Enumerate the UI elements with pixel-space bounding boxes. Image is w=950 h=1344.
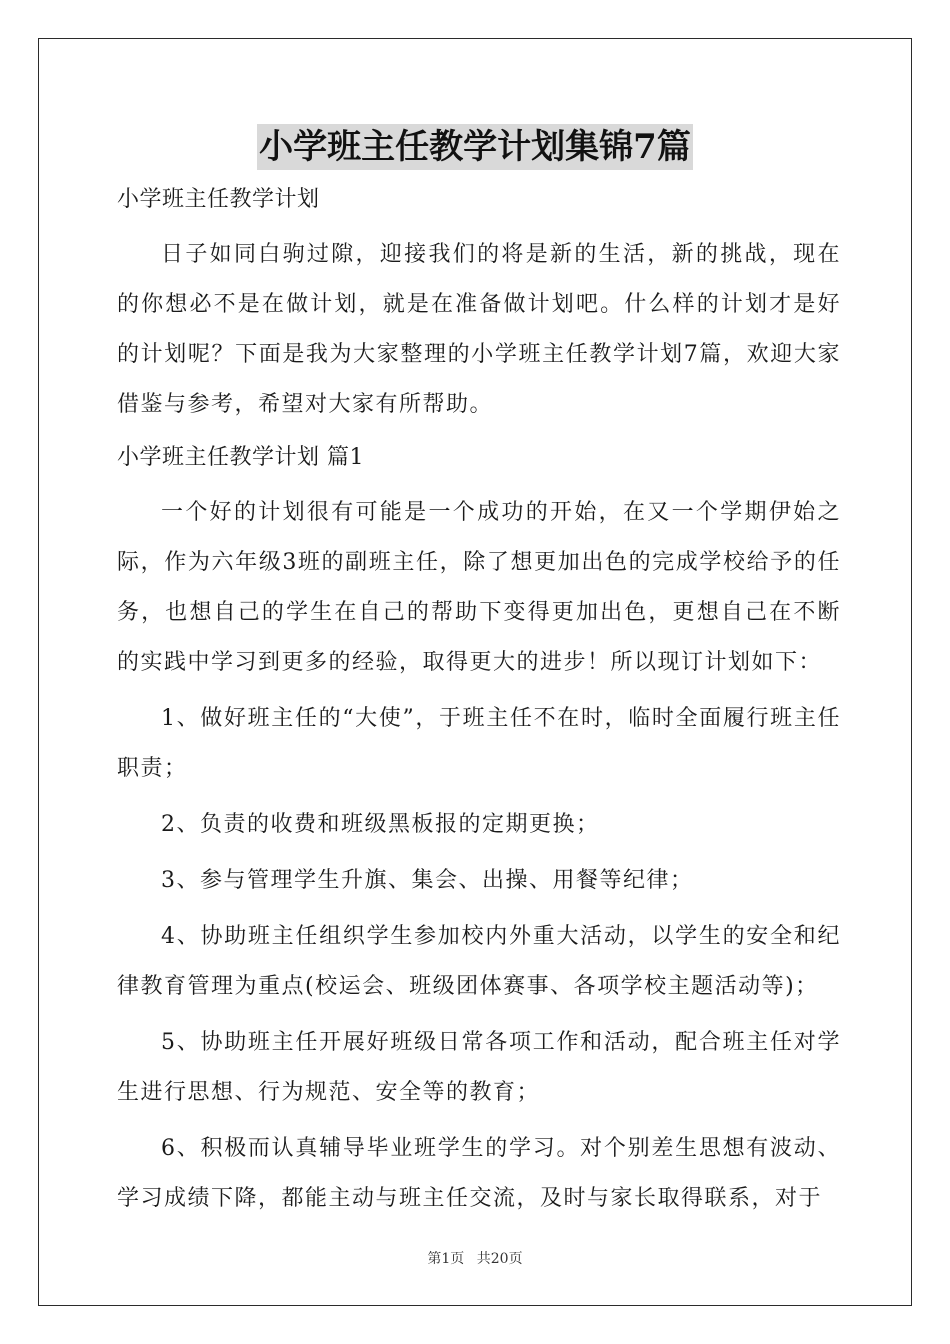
paragraph: 一个好的计划很有可能是一个成功的开始，在又一个学期伊始之际，作为六年级3班的副班主任，除了想更加出色的完成学校给予的任务，也想自己的学生在自己的帮助下变得更加出色，更想自己在不断的实践中学习到更多的经验，取得更大的进步！所以现订计划如下： <box>117 500 841 675</box>
title-container <box>0 124 950 170</box>
paragraph: 3、参与管理学生升旗、集会、出操、用餐等纪律； <box>161 868 694 893</box>
paragraph: 4、协助班主任组织学生参加校内外重大活动，以学生的安全和纪律教育管理为重点(校运会、班级团体赛事、各项学校主题活动等)； <box>117 924 841 999</box>
page-total: 共20页 <box>476 1251 523 1267</box>
section-heading: 小学班主任教学计划 <box>117 187 320 212</box>
paragraph: 1、做好班主任的“大使”，于班主任不在时，临时全面履行班主任职责； <box>117 706 841 781</box>
paragraph: 6、积极而认真辅导毕业班学生的学习。对个别差生思想有波动、学习成绩下降，都能主动与班主任交流，及时与家长取得联系，对于 <box>117 1136 841 1211</box>
section-heading: 小学班主任教学计划 篇1 <box>117 445 364 470</box>
paragraph: 2、负责的收费和班级黑板报的定期更换； <box>161 812 600 837</box>
document-body <box>117 178 841 1230</box>
page-footer <box>0 1248 950 1268</box>
paragraph: 5、协助班主任开展好班级日常各项工作和活动，配合班主任对学生进行思想、行为规范、安全等的教育； <box>117 1030 841 1105</box>
document-title: 小学班主任教学计划集锦7篇 <box>257 124 693 170</box>
paragraph: 日子如同白驹过隙，迎接我们的将是新的生活，新的挑战，现在的你想必不是在做计划，就是在准备做计划吧。什么样的计划才是好的计划呢？下面是我为大家整理的小学班主任教学计划7篇，欢迎大家借鉴与参考，希望对大家有所帮助。 <box>117 242 841 417</box>
page-number: 第1页 <box>427 1251 465 1267</box>
